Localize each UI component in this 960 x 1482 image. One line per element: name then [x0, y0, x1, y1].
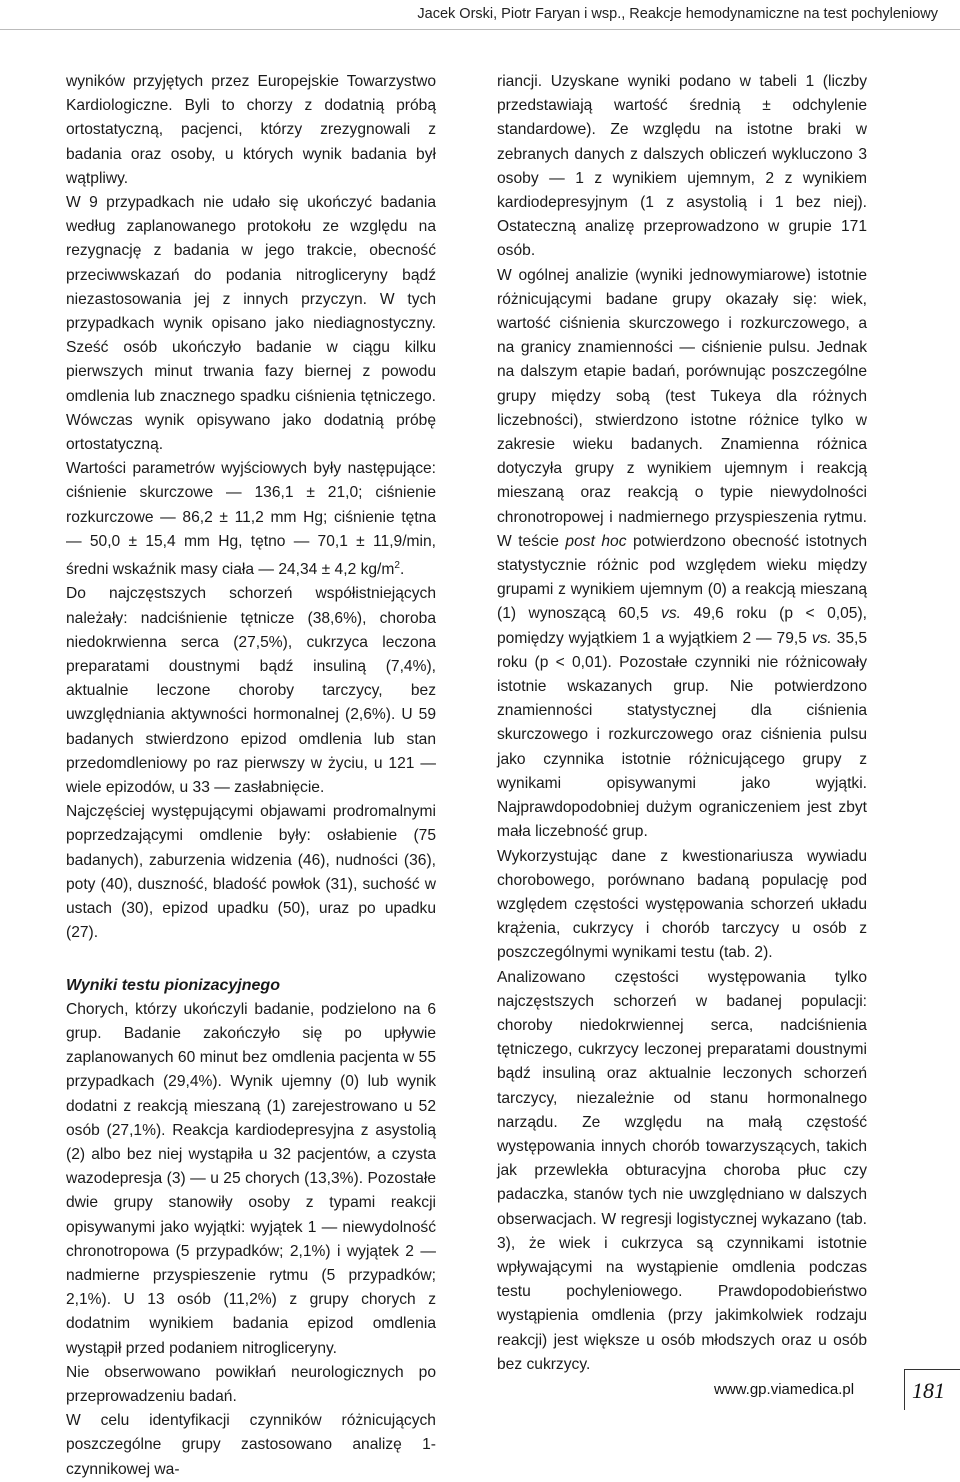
right-paragraph-4: Analizowano częstości występowania tylko najczęstszych schorzeń w badanej populacji: choroby niedokrwiennej serca, nadciśnienia tętniczego, cukrzycy leczonej preparatami doustnymi bądź insuliną oraz aktualnie leczonych schorzeń tarczycy, niezależnie od stanu hormonalnego narządu. Ze względu na małą częstość występowania innych chorób towarzyszących, takich jak przewlekła obturacyjna choroba płuc czy padaczka, stanów tych nie uwzględniano w dalszych obserwacjach. W regresji logistycznej wykazano (tab. 3), że wiek i cukrzyca są czynnikami istotnie wpływającymi na wystąpienie omdlenia podczas testu pochyleniowego. Prawdopodobieństwo wystąpienia omdlenia (przy jakimkolwiek rodzaju reakcji) jest większe u osób młodszych oraz u osób bez cukrzycy.: [497, 968, 867, 1373]
right-paragraph-2-part-a: W ogólnej analizie (wyniki jednowymiarowe) istotnie różnicującymi badane grupy okazały się: wiek, wartość ciśnienia skurczowego i rozkurczowego, a na granicy znamienności — ciśnienie pulsu. Jednak na dalszym etapie badań, porównując poszczególne grupy między sobą (test Tukeya dla różnych liczebności), stwierdzono istotne różnice tylko w zakresie wieku badanych. Znamienna różnica dotyczyła grupy z wynikiem ujemnym i reakcją mieszaną oraz reakcją o typie niewydolności chronotropowej i nadmiernego przyspieszenia rytmu. W teście: [497, 266, 867, 550]
italic-vs-1: vs.: [661, 605, 681, 623]
section-heading: Wyniki testu pionizacyjnego: [66, 976, 280, 994]
right-column: [497, 70, 867, 1377]
left-paragraph-6: Chorych, którzy ukończyli badanie, podzielono na 6 grup. Badanie zakończyło się po upływie zaplanowanych 60 minut bez omdlenia pacjenta w 55 przypadkach (29,4%). Wynik ujemny (0) lub wynik dodatni z reakcją mieszaną (1) zarejestrowano u 52 osób (27,1%). Reakcja kardiodepresyjna z asystolią (2) albo bez niej wystąpiła u 32 pacjentów, a czysta wazodepresja (3) — u 25 chorych (13,3%). Pozostałe dwie grupy stanowiły osoby z typami reakcji opisywanymi jako wyjątki: wyjątek 1 — niewydolność chronotropowa (5 przypadków; 2,1%) i wyjątek 2 — nadmierne przyspieszenie rytmu (5 przypadków; 2,1%). U 13 osób (11,2%) z grupy chorych z dodatnim wynikiem badania epizod omdlenia wystąpił przed podaniem nitrogliceryny.: [66, 1000, 436, 1357]
right-paragraph-2-part-b: potwierdzono obecność istotnych statystycznie różnic pod względem wieku między grupami z wynikiem ujemnym (0) a reakcją mieszaną (1) wynoszącą 60,5: [497, 532, 868, 623]
left-paragraph-3-end: .: [399, 561, 405, 579]
italic-post-hoc: post hoc: [565, 532, 627, 550]
running-head: Jacek Orski, Piotr Faryan i wsp., Reakcje hemodynamiczne na test pochyleniowy: [417, 6, 938, 22]
header-rule: [0, 29, 960, 30]
left-paragraph-7: Nie obserwowano powikłań neurologicznych po przeprowadzeniu badań.: [66, 1363, 436, 1405]
left-paragraph-5: Najczęściej występującymi objawami prodromalnymi poprzedzającymi omdlenie były: osłabienie (75 badanych), zaburzenia widzenia (46), nudności (36), poty (40), duszność, bladość powłok (31), suchość w ustach (30), epizod upadku (50), uraz po upadku (27).: [66, 803, 436, 942]
footer-url: www.gp.viamedica.pl: [714, 1381, 855, 1398]
right-paragraph-2: [497, 264, 867, 845]
left-paragraph-4: Do najczęstszych schorzeń współistniejących należały: nadciśnienie tętnicze (38,6%), choroba niedokrwienna serca (27,5%), cukrzyca leczona preparatami doustnymi bądź insuliną (7,4%), aktualnie leczone choroby tarczycy, bez uwzględniania aktywności hormonalnej (2,6%). U 59 badanych stwierdzono epizod omdlenia lub stan przedomdleniowy po raz pierwszy w życiu, u 121 — wiele epizodów, u 33 — zasłabnięcie.: [66, 585, 436, 797]
footer-vertical-rule: [904, 1370, 905, 1410]
right-paragraph-3: Wykorzystując dane z kwestionariusza wywiadu chorobowego, porównano badaną populację pod względem częstości występowania schorzeń układu krążenia, cukrzycy i chorób tarczycy u osób z poszczególnymi wynikami testu (tab. 2).: [497, 847, 867, 962]
superscript-2: 2: [394, 560, 400, 572]
left-paragraph-2: W 9 przypadkach nie udało się ukończyć badania według zaplanowanego protokołu ze względu na rezygnację z badania w jego trakcie, obecność przeciwwskazań do podania nitrogliceryny bądź niezastosowania jej z innych przyczyn. W tych przypadkach wynik opisano jako niediagnostyczny. Sześć osób ukończyło badanie w ciągu kilku pierwszych minut trwania fazy biernej z powodu omdlenia lub znacznego spadku ciśnienia tętniczego. Wówczas wynik opisywano jako dodatnią próbę ortostatyczną.: [66, 194, 436, 454]
left-paragraph-8: W celu identyfikacji czynników różnicujących poszczególne grupy zastosowano analizę 1-czynnikowej wa-: [66, 1412, 436, 1478]
left-column: [66, 70, 436, 1482]
left-paragraph-1: wyników przyjętych przez Europejskie Towarzystwo Kardiologiczne. Byli to chorzy z dodatnią próbą ortostatyczną, pacjenci, którzy zrezygnowali z badania oraz osoby, u których wynik badania był wątpliwy.: [66, 73, 436, 187]
left-paragraph-3: [66, 457, 436, 582]
page-number: 181: [912, 1378, 945, 1403]
right-paragraph-2-part-d: 35,5 roku (p < 0,01). Pozostałe czynniki nie różnicowały istotnie wskazanych grup. Nie potwierdzono znamienności statystycznej dla ciśnienia skurczowego i rozkurczowego oraz ciśnienia pulsu jako czynnika istotnie różnicującego grupy z wynikami opisywanymi jako wyjątki. Najprawdopodobniej dużym ograniczeniem jest zbyt mała liczebność grup.: [497, 629, 868, 841]
right-paragraph-2-part-c: 49,6 roku (p < 0,05), pomiędzy wyjątkiem 1 a wyjątkiem 2 — 79,5: [497, 605, 867, 647]
italic-vs-2: vs.: [811, 629, 832, 647]
footer-horizontal-rule: [904, 1369, 960, 1370]
left-paragraph-3-text: Wartości parametrów wyjściowych były następujące: ciśnienie skurczowe — 136,1 ± 21,0; ciśnienie rozkurczowe — 86,2 ± 11,2 mm Hg; ciśnienie tętna — 50,0 ± 15,4 mm Hg, tętno — 70,1 ± 11,9/min, średni wskaźnik masy ciała — 24,34 ± 4,2 kg/m: [66, 460, 436, 579]
right-paragraph-1: riancji. Uzyskane wyniki podano w tabeli 1 (liczby przedstawiają wartość średnią ± odchylenie standardowe). Ze względu na istotne braki w zebranych danych z dalszych obliczeń wykluczono 3 osoby — 1 z wynikiem ujemnym, 2 z wynikiem kardiodepresyjnym (1 z asystolią i 1 bez niej). Ostateczną analizę przeprowadzono w grupie 171 osób.: [497, 73, 867, 260]
